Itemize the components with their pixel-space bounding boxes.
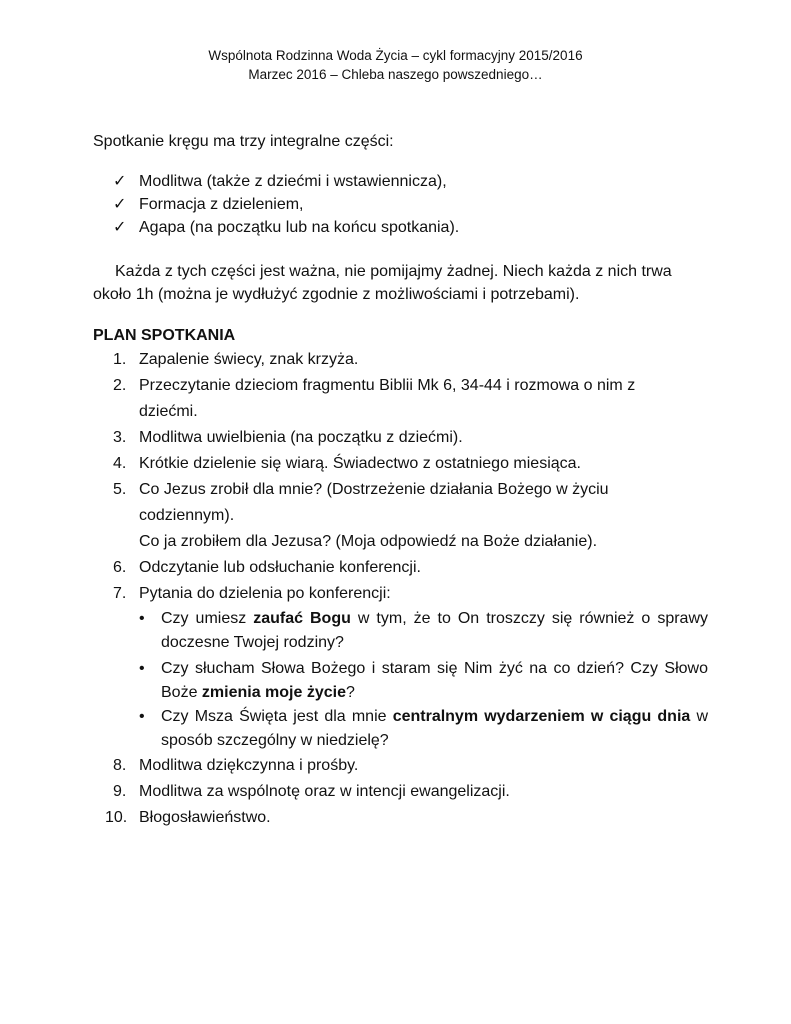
- intro-text: Spotkanie kręgu ma trzy integralne części:: [93, 133, 394, 150]
- plan-item: 5. Co Jezus zrobił dla mnie? (Dostrzeżenie działania Bożego w życiu codziennym). Co ja zrobiłem dla Jezusa? (Moja odpowiedź na Boże działanie).: [113, 481, 609, 550]
- plan-item: 9. Modlitwa za wspólnotę oraz w intencji ewangelizacji.: [113, 783, 510, 800]
- bullet-icon: •: [139, 660, 145, 677]
- question-item: • Czy Msza Święta jest dla mnie centralnym wydarzeniem w ciągu dnia w sposób szczególny w niedzielę?: [139, 705, 708, 753]
- plan-item: 1. Zapalenie świecy, znak krzyża.: [113, 351, 359, 368]
- bullet-icon: •: [139, 610, 145, 627]
- question-list: [139, 607, 708, 753]
- question-item: • Czy słucham Słowa Bożego i staram się Nim żyć na co dzień? Czy Słowo Boże zmienia moje życie?: [139, 657, 708, 705]
- header-line-2: Marzec 2016 – Chleba naszego powszedniego…: [248, 67, 543, 82]
- plan-item: 3. Modlitwa uwielbienia (na początku z dziećmi).: [113, 429, 463, 446]
- body-paragraph: Każda z tych części jest ważna, nie pomijajmy żadnej. Niech każda z nich trwa około 1h (można je wydłużyć zgodnie z możliwościami i potrzebami).: [93, 263, 672, 303]
- plan-item: 7. Pytania do dzielenia po konferencji: • Czy umiesz zaufać Bogu w tym, że to On troszczy się również o sprawy doczesne Twojej rodziny? • Czy słucham Słowa Bożego i staram się Nim żyć na co dzień? Czy Słowo Boże zmienia moje życie? • Czy Msza Święta jest dla mnie centralnym wydarzeniem w ciągu dnia w sposób szczególny w niedzielę?: [113, 581, 708, 753]
- plan-item: 2. Przeczytanie dzieciom fragmentu Biblii Mk 6, 34-44 i rozmowa o nim z dziećmi.: [113, 377, 636, 420]
- page-header: [0, 46, 791, 84]
- plan-list: [105, 347, 709, 831]
- plan-item: 10. Błogosławieństwo.: [105, 809, 271, 826]
- checklist: [113, 170, 459, 239]
- checklist-item: ✓ Formacja z dzieleniem,: [113, 193, 459, 216]
- plan-item: 6. Odczytanie lub odsłuchanie konferencji.: [113, 559, 421, 576]
- checklist-item: ✓ Agapa (na początku lub na końcu spotkania).: [113, 216, 459, 239]
- plan-item: 8. Modlitwa dziękczynna i prośby.: [113, 757, 359, 774]
- question-item: • Czy umiesz zaufać Bogu w tym, że to On troszczy się również o sprawy doczesne Twojej rodziny?: [139, 607, 708, 655]
- checkmark-icon: ✓: [113, 196, 127, 213]
- header-line-1: Wspólnota Rodzinna Woda Życia – cykl formacyjny 2015/2016: [208, 48, 583, 63]
- checkmark-icon: ✓: [113, 219, 127, 236]
- checklist-item: ✓ Modlitwa (także z dziećmi i wstawiennicza),: [113, 170, 459, 193]
- bullet-icon: •: [139, 708, 145, 725]
- plan-heading: PLAN SPOTKANIA: [93, 327, 236, 344]
- checkmark-icon: ✓: [113, 173, 127, 190]
- plan-item: 4. Krótkie dzielenie się wiarą. Świadectwo z ostatniego miesiąca.: [113, 455, 581, 472]
